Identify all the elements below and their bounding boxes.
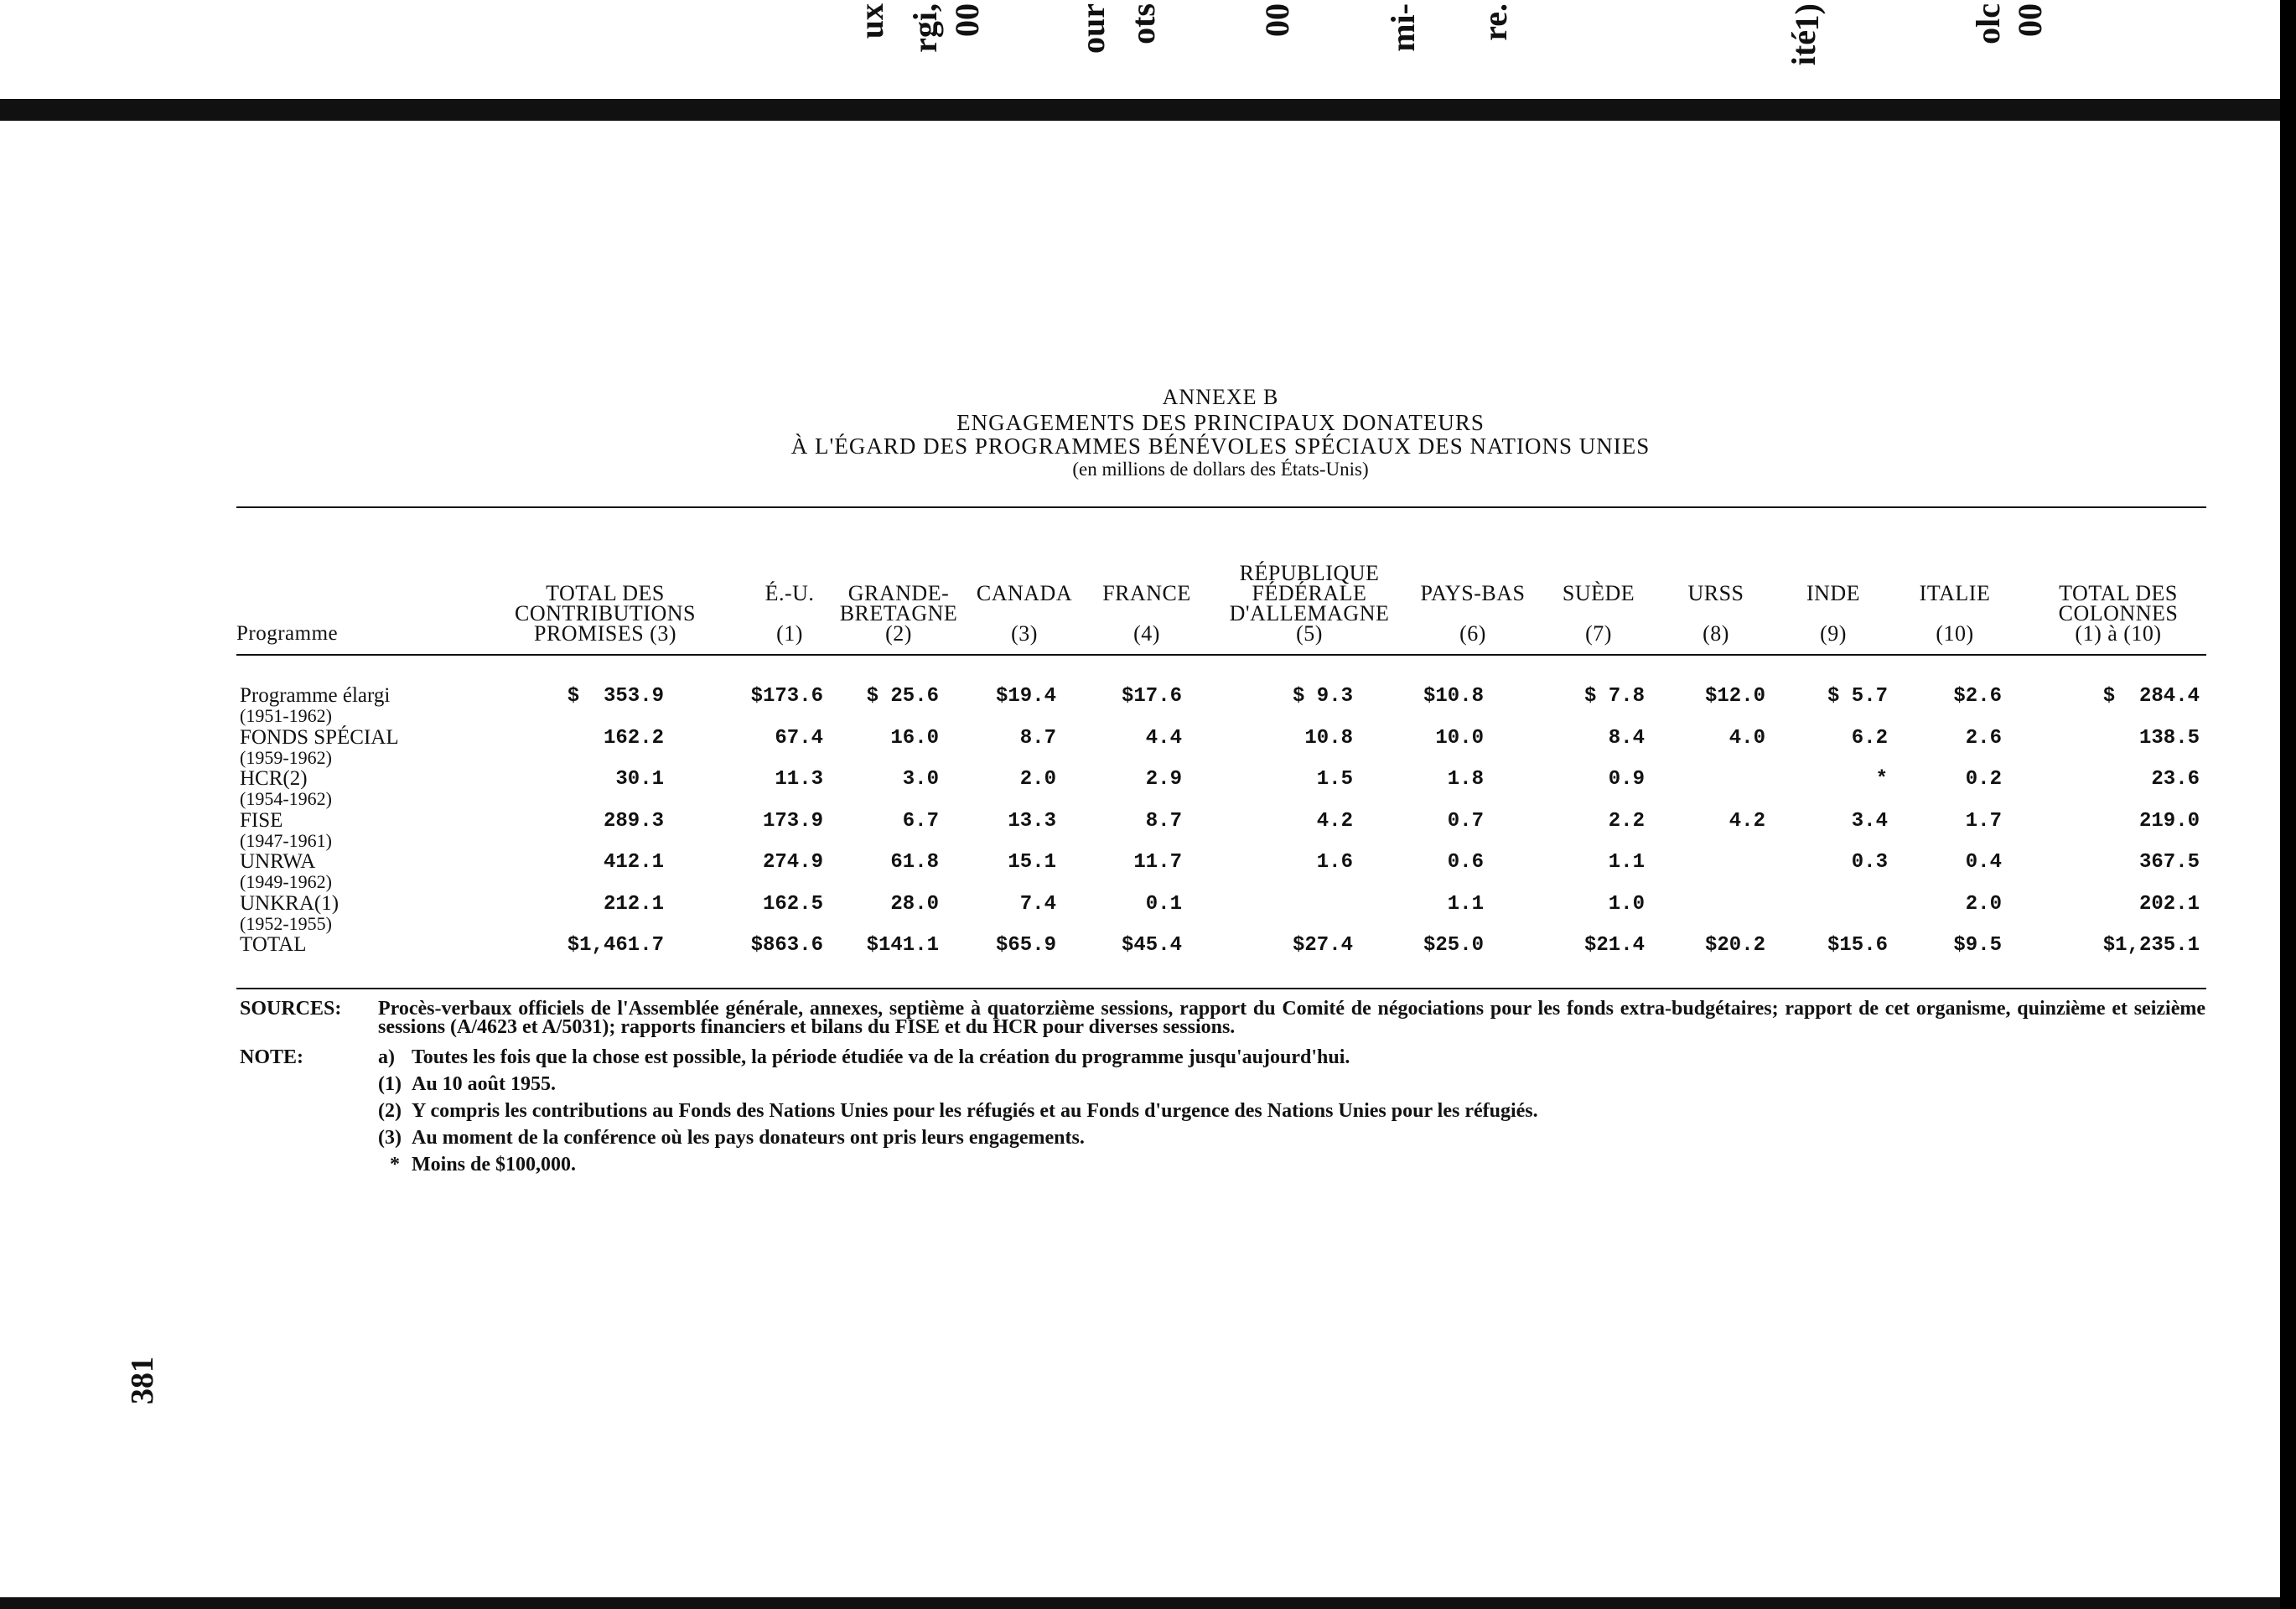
table-cell: $12.0 [1704, 685, 1765, 708]
table-cell: $45.4 [1121, 934, 1182, 957]
table-cell: 1.6 [1316, 851, 1353, 874]
table-row [236, 808, 2206, 853]
table-cell: 0.3 [1851, 851, 1888, 874]
table-cell: $10.8 [1423, 685, 1484, 708]
table-cell: $17.6 [1121, 685, 1182, 708]
table-cell: $20.2 [1704, 934, 1765, 957]
table-cell: $15.6 [1827, 934, 1888, 957]
table-cell: 4.2 [1728, 809, 1765, 833]
table-cell: 30.1 [615, 768, 664, 791]
table-cell: 0.6 [1447, 851, 1484, 874]
table-cell: 67.4 [775, 726, 823, 750]
table-row [236, 769, 2206, 811]
table-cell: 202.1 [2138, 892, 2200, 916]
table-cell: $27.4 [1292, 934, 1353, 957]
note-item: a) Toutes les fois que la chose est possible, la période étudiée va de la création du programme jusqu'aujourd'hui. [378, 1046, 1350, 1068]
table-cell: 162.5 [762, 892, 823, 916]
row-program-label [240, 891, 339, 934]
table-cell: 138.5 [2138, 726, 2200, 750]
table-row [236, 725, 2206, 770]
table-cell: 0.2 [1965, 768, 2002, 791]
table-cell: 4.4 [1145, 726, 1182, 750]
table-cell: 7.4 [1019, 892, 1056, 916]
table-cell: 8.7 [1019, 726, 1056, 750]
page-number: 381 [125, 1357, 160, 1404]
table-cell: 1.1 [1608, 851, 1645, 874]
table-cell: 274.9 [762, 851, 823, 874]
note-item: * Moins de $100,000. [390, 1154, 577, 1176]
column-header-ussr: URSS (8) [1687, 581, 1744, 646]
column-header-total-contributions: TOTAL DES CONTRIBUTIONS PROMISES (3) [515, 581, 696, 646]
program-name: FISE [240, 808, 283, 832]
table-cell: 61.8 [890, 851, 939, 874]
table-cell: $2.6 [1953, 685, 2002, 708]
table-cell: 28.0 [890, 892, 939, 916]
column-header-canada: CANADA (3) [976, 581, 1073, 646]
table-cell: 8.4 [1608, 726, 1645, 750]
table-cell: 11.3 [775, 768, 823, 791]
table-cell: 2.2 [1608, 809, 1645, 833]
header-bottom-rule [236, 654, 2206, 656]
row-program-label [240, 686, 390, 726]
table-cell: $173.6 [750, 685, 823, 708]
table-cell: $25.0 [1423, 934, 1484, 957]
bleed-fragment: ux [853, 3, 890, 39]
table-cell: 0.9 [1608, 768, 1645, 791]
table-top-rule [236, 506, 2206, 508]
bleed-fragment: 00 [948, 3, 986, 37]
table-cell: 6.7 [902, 809, 939, 833]
column-header-uk: GRANDE- BRETAGNE (2) [839, 581, 958, 646]
column-header-france: FRANCE (4) [1102, 581, 1191, 646]
table-cell: 1.5 [1316, 768, 1353, 791]
column-header-italy: ITALIE (10) [1919, 581, 1991, 646]
row-program-label [240, 769, 332, 809]
table-row [236, 891, 2206, 936]
table-cell: $1,461.7 [567, 934, 664, 957]
table-cell: 13.3 [1008, 809, 1056, 833]
program-period: (1949-1962) [240, 871, 332, 892]
table-cell: $ 353.9 [567, 685, 664, 708]
previous-page-bleed-text [838, 0, 2054, 66]
table-cell: 0.7 [1447, 809, 1484, 833]
bleed-fragment: olc [1969, 3, 2007, 44]
table-cell: 289.3 [603, 809, 664, 833]
program-period: (1951-1962) [240, 705, 332, 726]
bleed-fragment: 00 [1258, 3, 1296, 37]
annex-label: ANNEXE B [1162, 385, 1279, 409]
table-cell: 10.0 [1435, 726, 1484, 750]
table-cell: 11.7 [1133, 851, 1182, 874]
table-cell: $21.4 [1583, 934, 1645, 957]
table-cell: 8.7 [1145, 809, 1182, 833]
table-cell: $863.6 [750, 934, 823, 957]
program-period: (1947-1961) [240, 829, 332, 851]
scan-right-edge [2280, 0, 2296, 1609]
table-cell: 4.2 [1316, 809, 1353, 833]
table-title-line-1: ENGAGEMENTS DES PRINCIPAUX DONATEURS [956, 410, 1485, 435]
table-cell: 4.0 [1728, 726, 1765, 750]
table-row [236, 852, 2206, 894]
table-cell: $ 7.8 [1583, 685, 1645, 708]
note-item: (3) Au moment de la conférence où les pays donateurs ont pris leurs engagements. [378, 1127, 1085, 1149]
table-cell: 0.4 [1965, 851, 2002, 874]
table-title-block [235, 384, 2206, 481]
table-cell: $9.5 [1953, 934, 2002, 957]
column-header-total-columns: TOTAL DES COLONNES (1) à (10) [2058, 581, 2179, 646]
table-cell: $ 5.7 [1827, 685, 1888, 708]
sources-text: Procès-verbaux officiels de l'Assemblée générale, annexes, septième à quatorzième sessions, rapport du Comité de négociations pour les fonds extra-budgétaires; rapport de cet organisme, quinzième et seizième sessions (A/4623 et A/5031); rapports financiers et bilans du FISE et du HCR pour diverses sessions. [378, 998, 2205, 1038]
program-period: (1952-1955) [240, 912, 332, 934]
bleed-fragment: 00 [2011, 3, 2049, 37]
bleed-fragment: our [1074, 3, 1112, 54]
bleed-fragment: rgi, [906, 3, 944, 53]
bleed-fragment: mi- [1384, 3, 1422, 52]
scan-bottom-border [0, 1597, 2296, 1609]
sources-label: SOURCES: [240, 998, 342, 1020]
program-name: UNRWA [240, 850, 316, 873]
bleed-fragment: ité [1785, 30, 1822, 66]
scan-top-border [0, 99, 2296, 121]
table-cell: 15.1 [1008, 851, 1056, 874]
table-cell: 0.1 [1145, 892, 1182, 916]
table-cell: 3.0 [902, 768, 939, 791]
table-cell: 412.1 [603, 851, 664, 874]
table-cell: 1.1 [1447, 892, 1484, 916]
table-cell: * [1875, 768, 1888, 791]
table-cell: 162.2 [603, 726, 664, 750]
table-cell: $1,235.1 [2102, 934, 2200, 957]
table-cell: 1.7 [1965, 809, 2002, 833]
program-name: FONDS SPÉCIAL [240, 725, 399, 749]
note-item: (1) Au 10 août 1955. [378, 1073, 557, 1095]
table-cell: 212.1 [603, 892, 664, 916]
table-cell: 219.0 [2138, 809, 2200, 833]
program-name: UNKRA(1) [240, 891, 339, 915]
table-cell: 16.0 [890, 726, 939, 750]
column-header-programme: Programme [236, 622, 339, 645]
program-period: (1959-1962) [240, 746, 332, 768]
table-cell: $19.4 [995, 685, 1056, 708]
unit-note: (en millions de dollars des États-Unis) [1072, 459, 1369, 480]
table-cell: 23.6 [2151, 768, 2200, 791]
column-header-usa: É.-U. (1) [764, 581, 815, 646]
table-cell: 2.6 [1965, 726, 2002, 750]
table-cell: $ 25.6 [866, 685, 939, 708]
table-cell: $ 284.4 [2102, 685, 2200, 708]
bleed-fragment: 1) [1788, 3, 1826, 32]
table-cell: 1.0 [1608, 892, 1645, 916]
table-cell: 3.4 [1851, 809, 1888, 833]
table-cell: 2.9 [1145, 768, 1182, 791]
row-program-label [240, 852, 332, 892]
table-cell: 2.0 [1019, 768, 1056, 791]
table-cell: $141.1 [866, 934, 939, 957]
table-row [236, 935, 2206, 977]
table-header [236, 533, 2206, 644]
column-header-netherlands: PAYS-BAS (6) [1420, 581, 1526, 646]
table-cell: 367.5 [2138, 851, 2200, 874]
table-bottom-rule [236, 988, 2206, 989]
table-cell: 173.9 [762, 809, 823, 833]
program-name: Programme élargi [240, 684, 391, 707]
note-label: NOTE: [240, 1046, 304, 1068]
row-program-label [240, 808, 332, 851]
column-header-sweden: SUÈDE (7) [1562, 581, 1635, 646]
table-title-line-2: À L'ÉGARD DES PROGRAMMES BÉNÉVOLES SPÉCIAUX DES NATIONS UNIES [790, 433, 1651, 459]
column-header-west-germany: RÉPUBLIQUE FÉDÉRALE D'ALLEMAGNE (5) [1229, 561, 1390, 646]
program-name: TOTAL [240, 933, 307, 956]
note-item: (2) Y compris les contributions au Fonds des Nations Unies pour les réfugiés et au Fonds d'urgence des Nations Unies pour les réfugiés. [378, 1100, 1538, 1122]
row-program-label [240, 725, 399, 768]
column-header-india: INDE (9) [1806, 581, 1861, 646]
table-cell: 10.8 [1304, 726, 1353, 750]
table-body [236, 686, 2206, 977]
bleed-fragment: re. [1476, 3, 1514, 41]
table-cell: $65.9 [995, 934, 1056, 957]
bleed-fragment: ots [1124, 3, 1162, 44]
row-program-label [240, 935, 306, 955]
table-row [236, 686, 2206, 728]
program-period: (1954-1962) [240, 788, 332, 809]
program-name: HCR(2) [240, 767, 308, 790]
table-cell: 2.0 [1965, 892, 2002, 916]
table-cell: $ 9.3 [1292, 685, 1353, 708]
table-cell: 6.2 [1851, 726, 1888, 750]
table-cell: 1.8 [1447, 768, 1484, 791]
